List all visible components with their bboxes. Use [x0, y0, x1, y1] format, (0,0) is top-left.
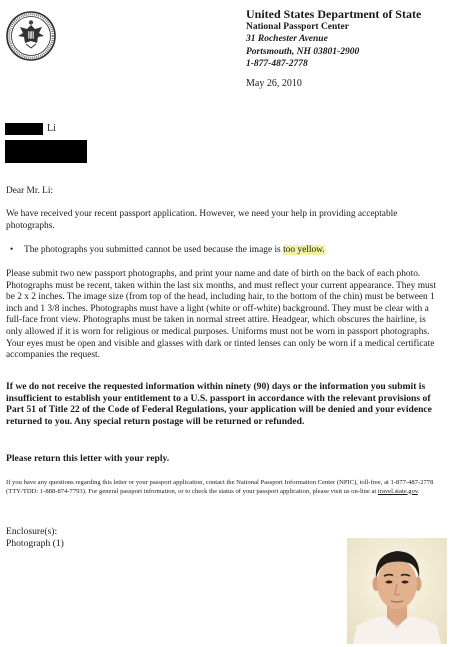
department-name: United States Department of State: [246, 7, 422, 21]
applicant-photo: [347, 538, 447, 644]
contact-text: If you have any questions regarding this letter or your passport application, contact the National Passport Information Center (NPIC), toll-free, at 1-877-487-2778 (TTY/TDD: 1-888-874-7793). For general passport information, or to check the status of your passport application, please visit us on-line at: [6, 479, 434, 495]
letter-date: May 26, 2010: [246, 78, 302, 89]
contact-info: [6, 479, 440, 496]
bullet-text: The photographs you submitted cannot be used because the image is: [24, 245, 284, 255]
enclosure-block: [6, 526, 64, 550]
street-address: 31 Rochester Avenue: [246, 34, 328, 44]
enclosure-item: Photograph (1): [6, 538, 64, 549]
salutation: Dear Mr. Li:: [6, 186, 54, 196]
recipient-surname: Li: [47, 123, 56, 134]
contact-end: .: [417, 487, 420, 495]
warning-paragraph: If we do not receive the requested information within ninety (90) days or the information you submit is insufficient to establish your entitlement to a U.S. passport in accordance with the relevant provisions of Part 51 of Title 22 of the Code of Federal Regulations, your application will be denied and your evidence returned to you. Any special return postage will be returned or refunded.: [6, 381, 432, 428]
bullet-marker: •: [10, 245, 14, 255]
redaction-bar-address: [5, 140, 87, 163]
redaction-bar-first-name: [5, 123, 43, 135]
department-of-state-seal-logo: [6, 11, 56, 61]
return-note: Please return this letter with your reply.: [6, 453, 170, 464]
phone-number: 1-877-487-2778: [246, 59, 308, 69]
website-link[interactable]: travel.state.gov: [377, 487, 418, 495]
center-name: National Passport Center: [246, 21, 349, 32]
enclosure-label: Enclosure(s):: [6, 526, 58, 537]
instructions-paragraph: Please submit two new passport photographs, and print your name and date of birth on the back of each photo. Photographs must be recent, taken within the last six months, and must reflect your current appearance. They must be 2 x 2 inches. The image size (from top of the head, including hair, to the bottom of the chin) must be between 1 inch and 1 3/8 inches. Photographs must have a light (white or off-white) background. They must be clear with a full-face front view. Photographs must be taken in normal street attire. Headgear, which obscures the hairline, is only allowed if it is worn for religious or medical purposes. Uniforms must not be worn in passport photographs. Your eyes must be open and visible and glasses with dark or tinted lenses can only be worn if a medical certificate accompanies the request.: [6, 269, 436, 361]
highlighted-reason: too yellow.: [283, 245, 325, 255]
bullet-item: [10, 245, 440, 257]
intro-paragraph: We have received your recent passport application. However, we need your help in providing acceptable photographs.: [6, 209, 398, 231]
letterhead: [246, 8, 421, 71]
city-address: Portsmouth, NH 03801-2900: [246, 46, 360, 57]
